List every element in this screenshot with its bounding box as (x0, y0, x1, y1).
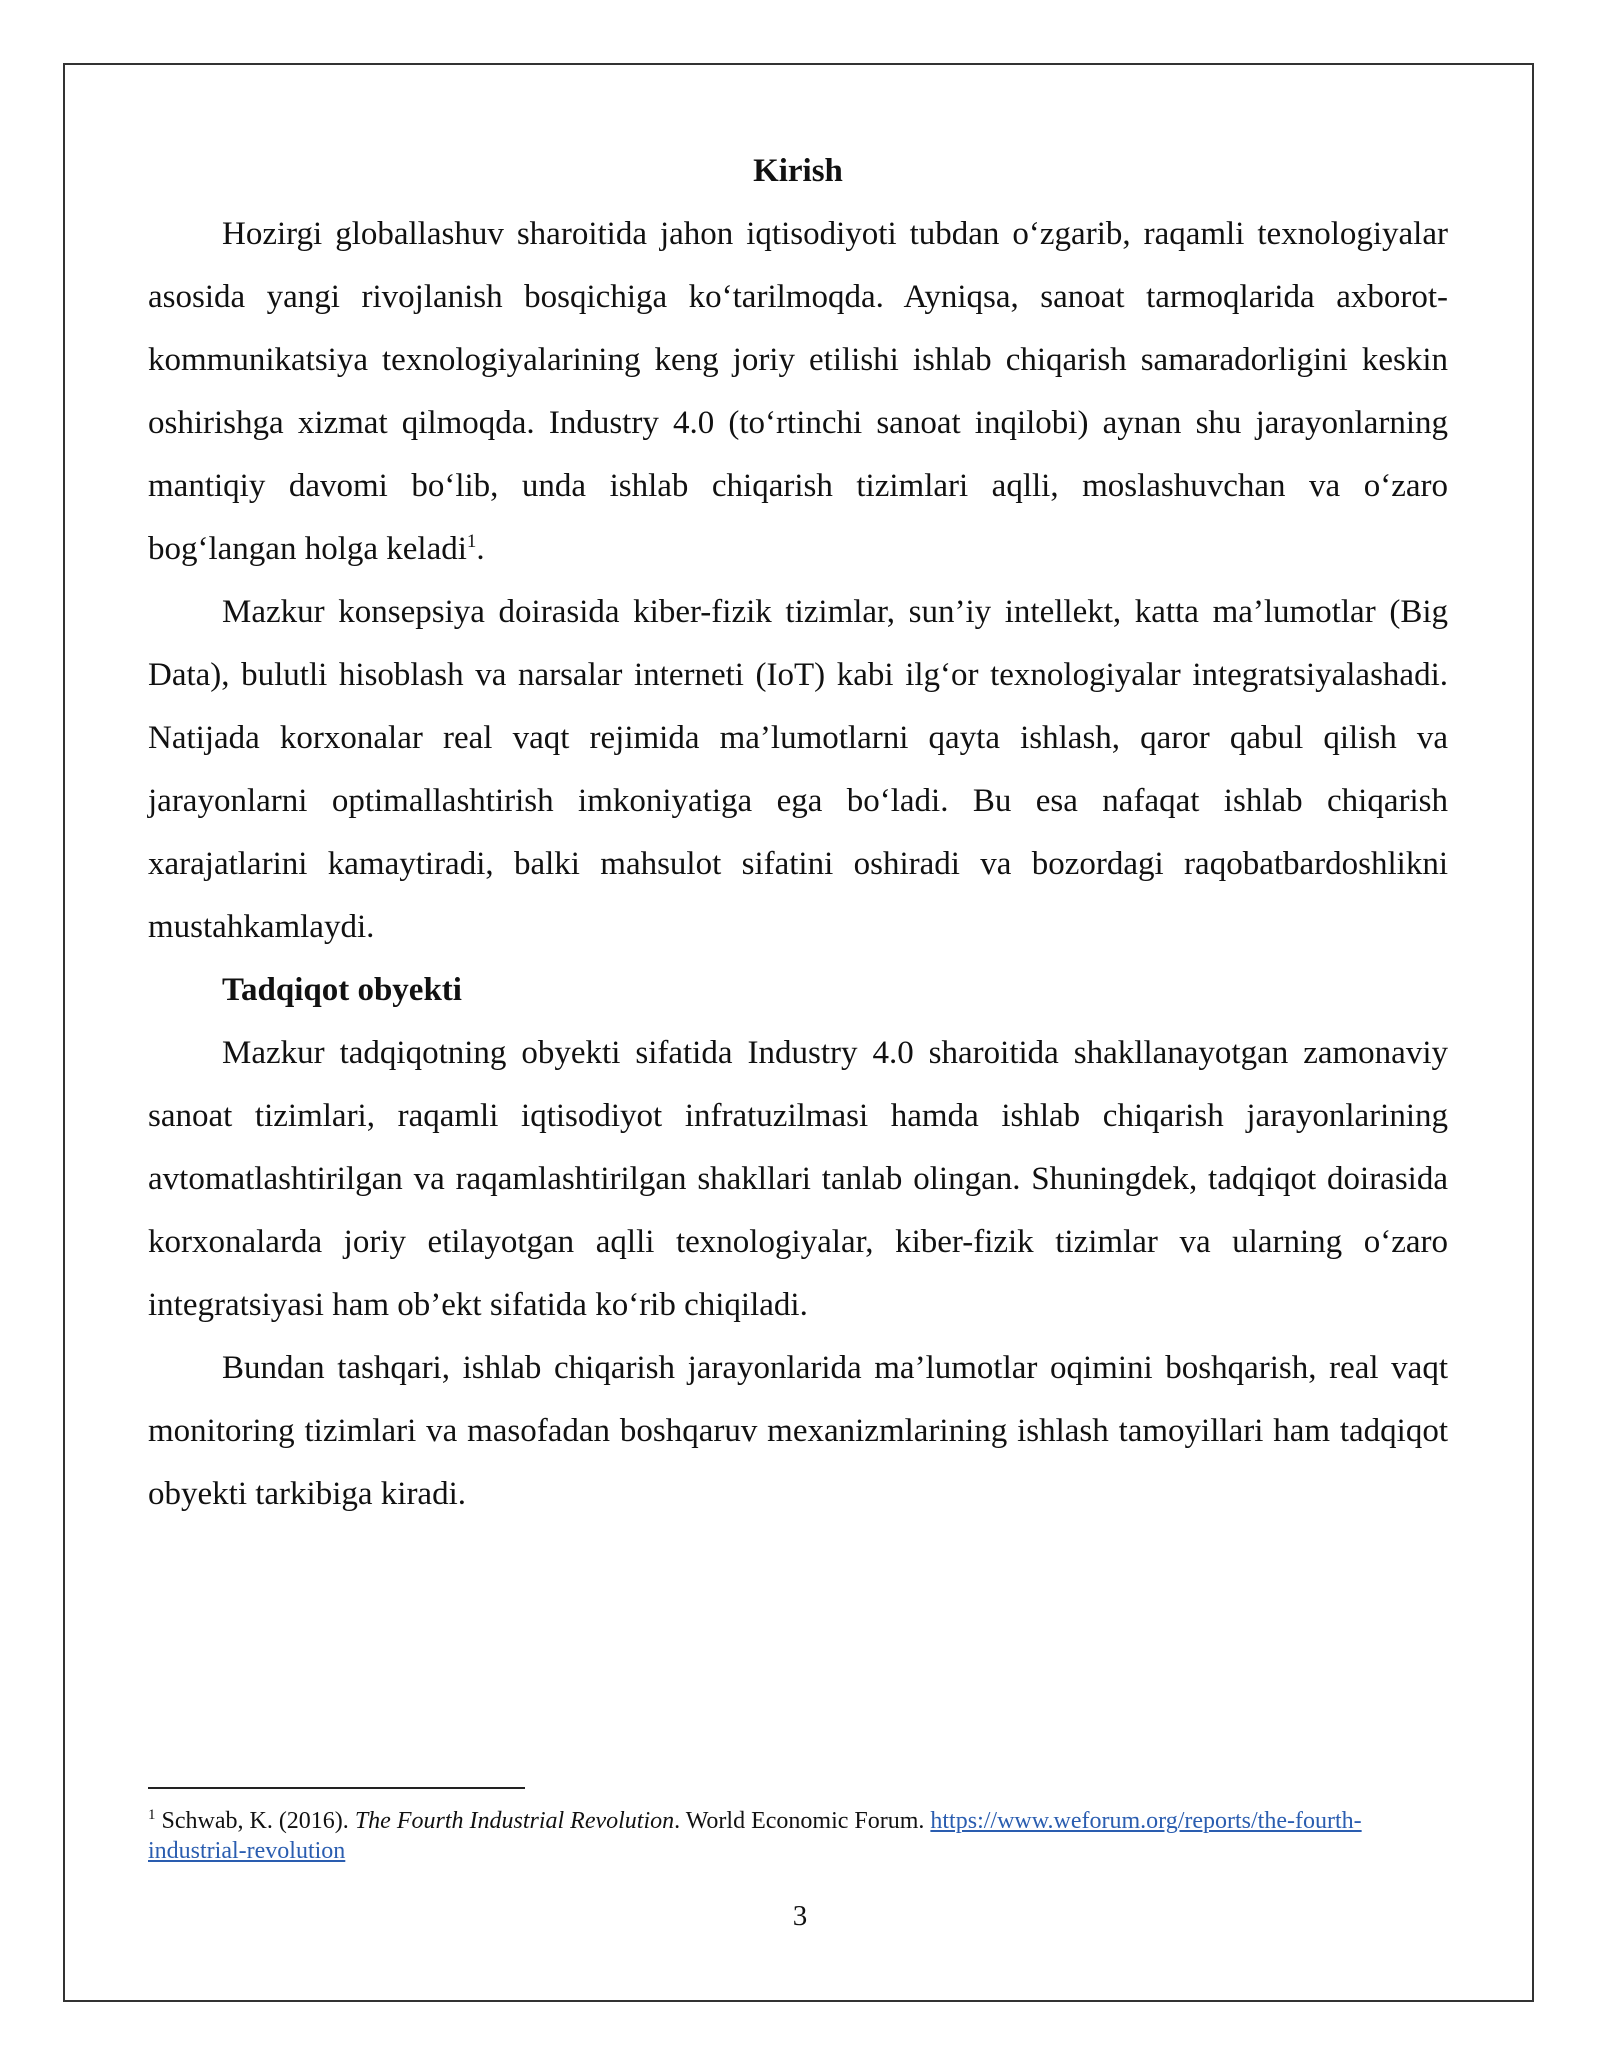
intro-paragraph-1-text: Hozirgi globallashuv sharoitida jahon iqtisodiyoti tubdan o‘zgarib, raqamli texnologiyalar asosida yangi rivojlanish bosqichiga ko‘tarilmoqda. Ayniqsa, sanoat tarmoqlarida axborot-kommunikatsiya texnologiyalarining keng joriy etilishi ishlab chiqarish samaradorligini keskin oshirishga xizmat qilmoqda. Industry 4.0 (to‘rtinchi sanoat inqilobi) aynan shu jarayonlarning mantiqiy davomi bo‘lib, unda ishlab chiqarish tizimlari aqlli, moslashuvchan va o‘zaro bog‘langan holga keladi (148, 216, 1448, 567)
footnote (148, 1806, 1448, 1866)
intro-paragraph-2: Mazkur konsepsiya doirasida kiber-fizik tizimlar, sun’iy intellekt, katta ma’lumotlar (Big Data), bulutli hisoblash va narsalar interneti (IoT) kabi ilg‘or texnologiyalar integratsiyalashadi. Natijada korxonalar real vaqt rejimida ma’lumotlarni qayta ishlash, qaror qabul qilish va jarayonlarni optimallashtirish imkoniyatiga ega bo‘ladi. Bu esa nafaqat ishlab chiqarish xarajatlarini kamaytiradi, balki mahsulot sifatini oshiradi va bozordagi raqobatbardoshlikni mustahkamlaydi. (148, 594, 1448, 945)
object-paragraph-2: Bundan tashqari, ishlab chiqarish jarayonlarida ma’lumotlar oqimini boshqarish, real vaqt monitoring tizimlari va masofadan boshqaruv mexanizmlarining ishlash tamoyillari ham tadqiqot obyekti tarkibiga kiradi. (148, 1350, 1448, 1512)
main-content (148, 140, 1448, 1526)
section-heading: Tadqiqot obyekti (222, 972, 462, 1008)
footnote-separator (148, 1787, 525, 1789)
footnote-link[interactable]: https://www.weforum.org/reports/the-fourth-industrial-revolution (148, 1808, 1362, 1864)
intro-paragraph-1-end: . (476, 531, 485, 567)
footnote-title: The Fourth Industrial Revolution (354, 1808, 675, 1834)
footnote-number: 1 (148, 1807, 156, 1823)
footnote-reference[interactable]: 1 (466, 531, 477, 552)
page-title: Kirish (753, 153, 843, 189)
page-number: 3 (792, 1900, 808, 1932)
footnote-publisher: . World Economic Forum. (674, 1808, 931, 1834)
footnote-author: Schwab, K. (2016). (161, 1808, 355, 1834)
object-paragraph-1: Mazkur tadqiqotning obyekti sifatida Industry 4.0 sharoitida shakllanayotgan zamonaviy sanoat tizimlari, raqamli iqtisodiyot infratuzilmasi hamda ishlab chiqarish jarayonlarining avtomatlashtirilgan va raqamlashtirilgan shakllari tanlab olingan. Shuningdek, tadqiqot doirasida korxonalarda joriy etilayotgan aqlli texnologiyalar, kiber-fizik tizimlar va ularning o‘zaro integratsiyasi ham ob’ekt sifatida ko‘rib chiqiladi. (148, 1035, 1448, 1323)
intro-paragraph-1 (148, 203, 1448, 581)
